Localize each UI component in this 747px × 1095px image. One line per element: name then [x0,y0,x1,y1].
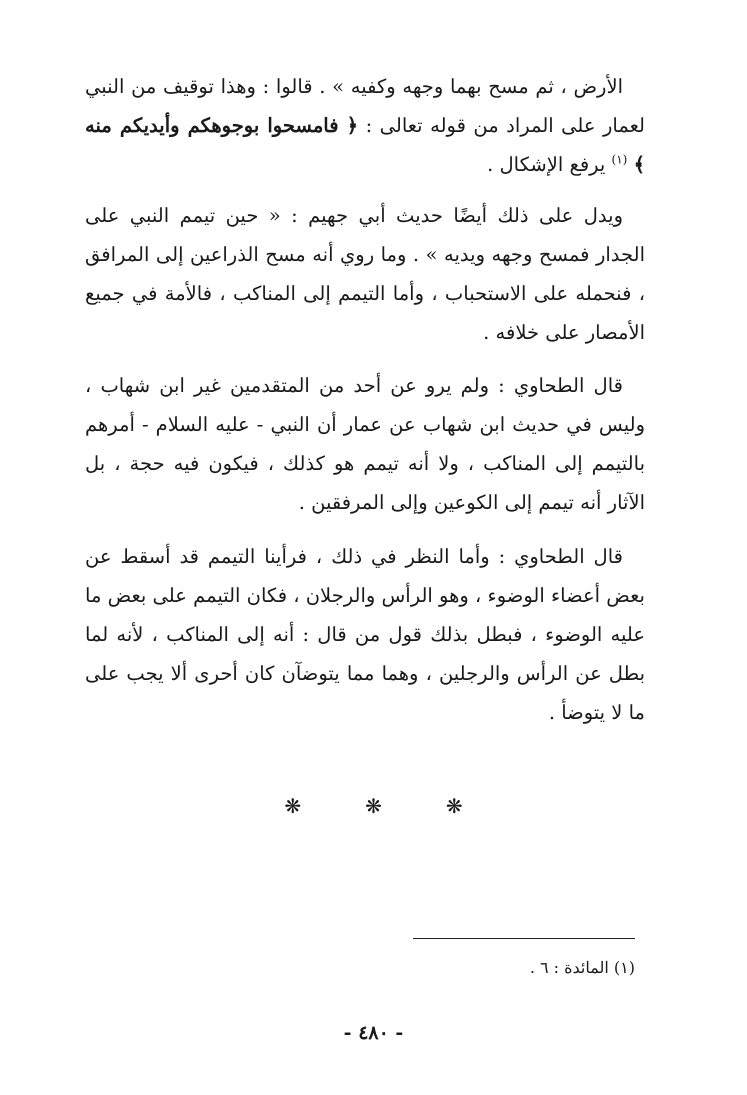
paragraph-4-text: قال الطحاوي : وأما النظر في ذلك ، فرأينا التيمم قد أسقط عن بعض أعضاء الوضوء ، وهو الرأس والرجلان ، فكان التيمم على بعض ما عليه الوضوء ، فبطل بذلك قول من قال : أنه إلى المناكب ، لأنه لما بطل عن الرأس والرجلين ، وهما مما يتوضآن كان أحرى ألا يجب على ما لا يتوضأ . [85,545,645,724]
footnote-reference[interactable]: (١) [611,152,628,167]
paragraph-3-text: قال الطحاوي : ولم يرو عن أحد من المتقدمين غير ابن شهاب ، وليس في حديث ابن شهاب عن عمار أن النبي - عليه السلام - أمرهم بالتيمم إلى المناكب ، ولا أنه تيمم هو كذلك ، فيكون فيه حجة ، بل الآثار أنه تيمم إلى الكوعين وإلى المرفقين . [85,374,645,514]
quran-quote: ﴿ فامسحوا بوجوهكم وأيديكم منه ﴾ [85,114,645,176]
asterism-icon: ❋ [445,794,463,818]
footnote: (١) المائدة : ٦ . [529,958,635,977]
paragraph-4 [85,537,645,732]
paragraph-3 [85,366,645,522]
section-separator [0,794,747,818]
paragraph-1 [85,67,645,184]
footnote-divider [413,938,635,939]
asterism-icon: ❋ [284,794,302,818]
paragraph-1-text-end: يرفع الإشكال . [487,153,612,176]
page-number: - ٤٨٠ - [343,1022,404,1044]
paragraph-2-text: ويدل على ذلك أيضًا حديث أبي جهيم : « حين تيمم النبي على الجدار فمسح وجهه ويديه » . وما روي أنه مسح الذراعين إلى المرافق ، فنحمله على الاستحباب ، وأما التيمم إلى المناكب ، فالأمة في جميع الأمصار على خلافه . [85,204,645,344]
paragraph-2 [85,196,645,352]
paragraph-1-text-start: الأرض ، ثم مسح بهما وجهه وكفيه » . قالوا : وهذا توقيف من النبي لعمار على المراد من قوله تعالى : [85,75,645,137]
asterism-icon: ❋ [365,794,382,818]
